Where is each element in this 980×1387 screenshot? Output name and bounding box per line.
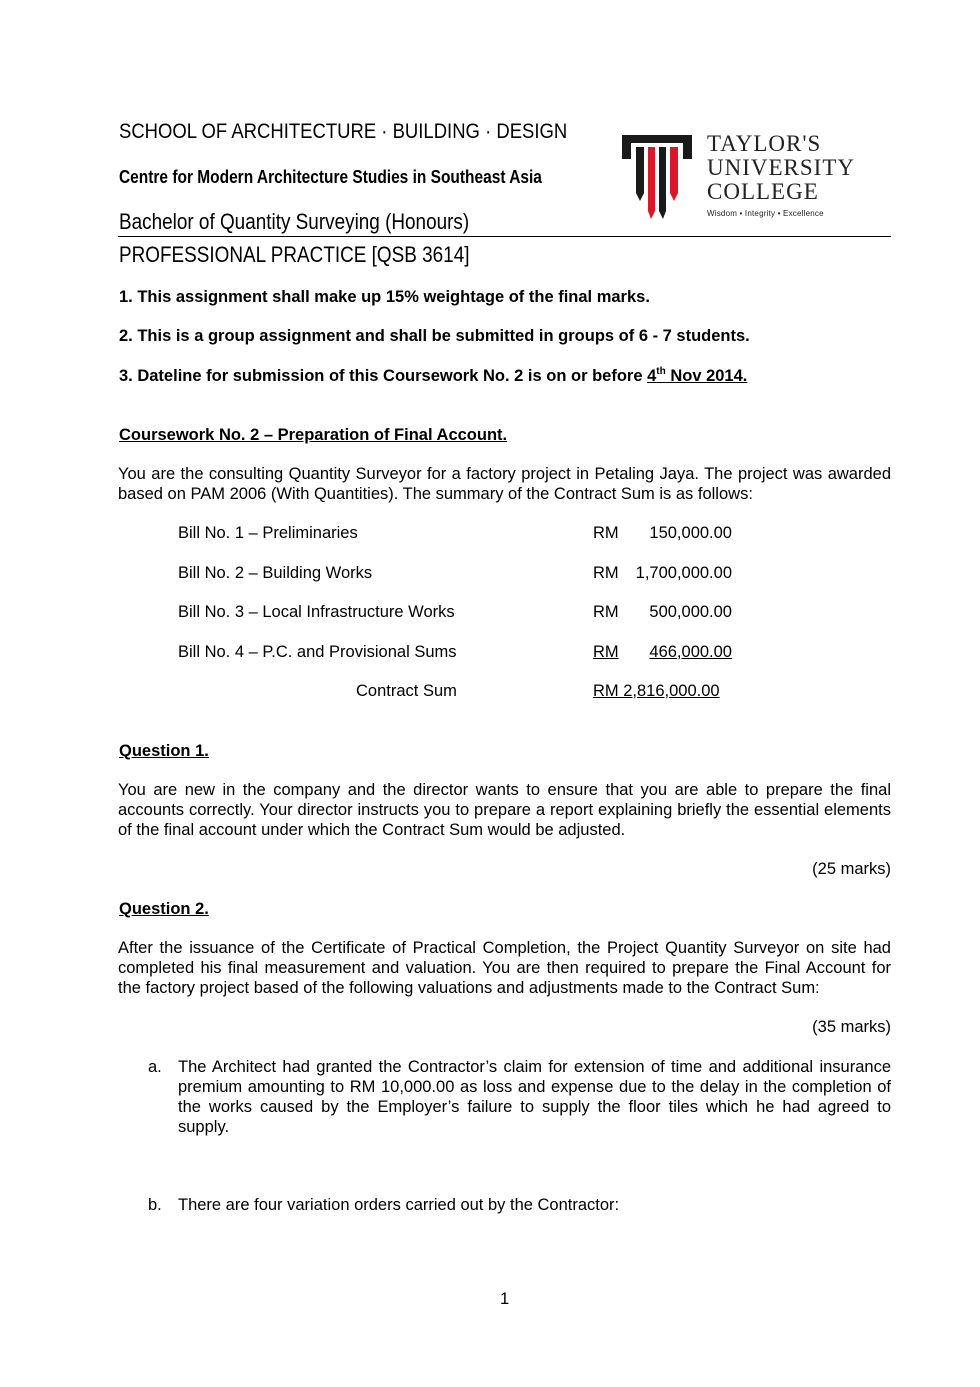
university-logo (622, 131, 860, 223)
question-1-marks: (25 marks) (812, 860, 891, 878)
question-1-title: Question 1. (119, 742, 209, 760)
instruction-3 (119, 366, 747, 386)
question-1-text: You are new in the company and the director wants to ensure that you are able to prepare the final accounts correctly. Your director instructs you to prepare a report explaining briefly the essential elements of the final account under which the Contract Sum would be adjusted. (118, 781, 891, 839)
item-text: There are four variation orders carried out by the Contractor: (178, 1196, 620, 1214)
course-title: PROFESSIONAL PRACTICE [QSB 3614] (119, 242, 470, 267)
bill-amount: 150,000.00 (649, 524, 732, 542)
instruction-2: 2. This is a group assignment and shall be submitted in groups of 6 - 7 students. (119, 327, 750, 345)
question-2-title: Question 2. (119, 900, 209, 918)
question-2-marks: (35 marks) (812, 1018, 891, 1036)
bill-currency: RM (593, 564, 619, 582)
bill-amount: 466,000.00 (649, 643, 732, 661)
item-letter: b. (148, 1196, 162, 1214)
page-number: 1 (500, 1290, 510, 1308)
contract-sum-label: Contract Sum (356, 682, 457, 700)
logo-line-2: UNIVERSITY (707, 155, 855, 180)
submission-date: 4th Nov 2014. (647, 365, 748, 385)
bill-amount: 1,700,000.00 (635, 564, 732, 582)
question-2-text: After the issuance of the Certificate of Practical Completion, the Project Quantity Surveyor on site had completed his final measurement and valuation. You are then required to prepare the Final Account for the factory project based of the following valuations and adjustments made to the Contract Sum: (118, 939, 891, 997)
bill-currency: RM (593, 643, 619, 661)
bill-label: Bill No. 3 – Local Infrastructure Works (178, 603, 455, 621)
instruction-3-prefix: 3. Dateline for submission of this Coursework No. 2 is on or before (119, 367, 648, 385)
bill-amount: 500,000.00 (649, 603, 732, 621)
contract-sum-value: RM 2,816,000.00 (593, 682, 720, 700)
bill-currency: RM (593, 524, 619, 542)
logo-line-1: TAYLOR'S (707, 131, 822, 156)
shield-logo-icon (622, 131, 692, 223)
coursework-intro: You are the consulting Quantity Surveyor for a factory project in Petaling Jaya. The project was awarded based on PAM 2006 (With Quantities). The summary of the Contract Sum is as follows: (118, 465, 891, 503)
coursework-title: Coursework No. 2 – Preparation of Final Account. (119, 426, 508, 444)
programme-name: Bachelor of Quantity Surveying (Honours) (119, 209, 470, 234)
instruction-1: 1. This assignment shall make up 15% weightage of the final marks. (119, 288, 650, 306)
logo-line-3: COLLEGE (707, 179, 819, 204)
centre-name: Centre for Modern Architecture Studies in Southeast Asia (119, 167, 542, 187)
item-text: The Architect had granted the Contractor’s claim for extension of time and additional insurance premium amounting to RM 10,000.00 as loss and expense due to the delay in the completion of the works caused by the Employer’s failure to supply the floor tiles which he had agreed to supply. (178, 1058, 891, 1136)
bill-currency: RM (593, 603, 619, 621)
header-rule (118, 236, 891, 237)
item-letter: a. (148, 1058, 162, 1076)
bill-label: Bill No. 4 – P.C. and Provisional Sums (178, 643, 457, 661)
school-name: SCHOOL OF ARCHITECTURE · BUILDING · DESIGN (119, 119, 568, 143)
logo-tagline: Wisdom • Integrity • Excellence (707, 209, 824, 218)
bill-label: Bill No. 1 – Preliminaries (178, 524, 358, 542)
bill-label: Bill No. 2 – Building Works (178, 564, 373, 582)
